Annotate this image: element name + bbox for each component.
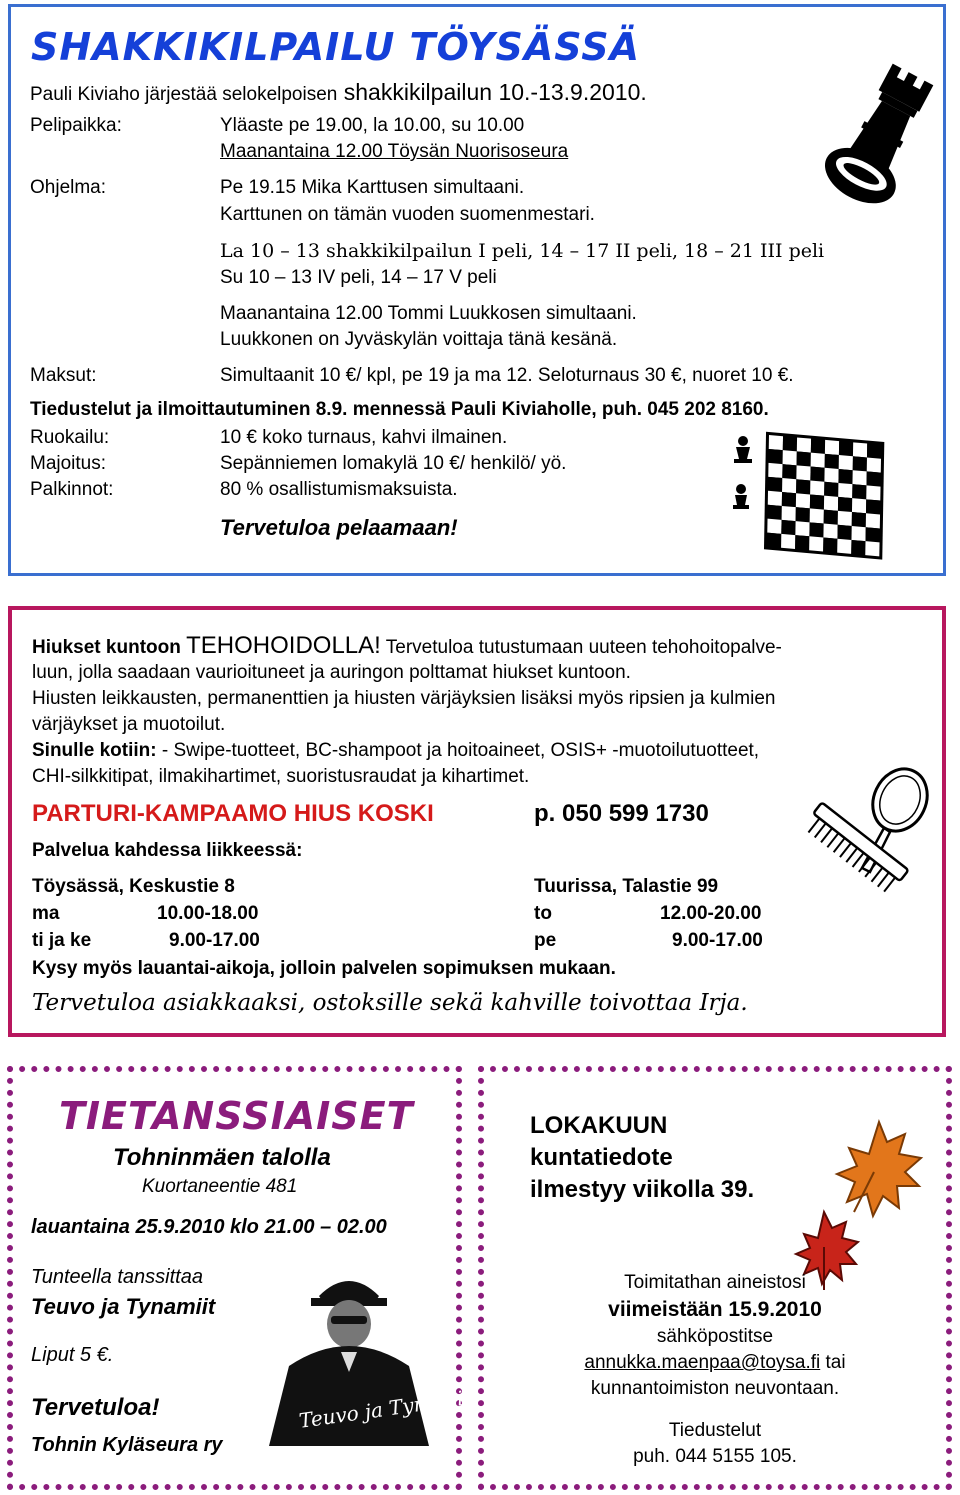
prizes-label: Palkinnot: <box>30 479 114 500</box>
dance-date: lauantaina 25.9.2010 klo 21.00 – 02.00 <box>31 1216 387 1238</box>
food-value: 10 € koko turnaus, kahvi ilmainen. <box>220 427 508 448</box>
dance-music-label: Tunteella tanssittaa <box>31 1266 203 1288</box>
notice-email-line <box>484 1352 946 1374</box>
program-line4: Su 10 – 13 IV peli, 14 – 17 V peli <box>220 267 497 288</box>
chess-intro-text: Pauli Kiviaho järjestää selokelpoisen <box>30 84 338 105</box>
chess-intro <box>30 79 647 108</box>
shop2-name: Tuurissa, Talastie 99 <box>534 876 719 897</box>
notice-phone: puh. 044 5155 105. <box>633 1446 797 1467</box>
notice-headline1: LOKAKUUN <box>530 1112 668 1139</box>
municipal-notice <box>478 1066 952 1490</box>
salon-home-label: Sinulle kotiin: <box>32 740 157 761</box>
dance-band: Teuvo ja Tynamiit <box>31 1294 216 1319</box>
chess-rook-icon <box>806 57 946 227</box>
shop2-day1: to <box>534 903 552 924</box>
notice-line5: kunnantoimiston neuvontaan. <box>590 1378 840 1399</box>
program-line6: Luukkonen on Jyväskylän voittaja tänä kesänä. <box>220 329 618 350</box>
shop2-day2: pe <box>534 930 557 951</box>
program-line1: Pe 19.15 Mika Karttusen simultaani. <box>220 177 525 198</box>
salon-line5 <box>32 740 759 762</box>
program-line5: Maanantaina 12.00 Tommi Luukkosen simultaani. <box>220 303 637 324</box>
venue-label: Pelipaikka: <box>30 115 122 136</box>
notice-line3: sähköpostitse <box>656 1326 774 1347</box>
band-logo-text: Teuvo ja Tynamiit <box>297 1384 480 1433</box>
dance-address: Kuortaneentie 481 <box>142 1176 298 1197</box>
chess-welcome: Tervetuloa pelaamaan! <box>220 515 458 540</box>
dance-organizer: Tohnin Kyläseura ry <box>31 1434 223 1456</box>
lodging-label: Majoitus: <box>30 453 107 474</box>
salon-home-products: - Swipe-tuotteet, BC-shampoot ja hoitoaineet, OSIS+ -muotoilutuotteet, <box>156 740 760 761</box>
chess-intro-dates: shakkikilpailun 10.-13.9.2010. <box>337 79 647 105</box>
dance-title: TIETANSSIAISET <box>59 1094 414 1138</box>
shop1-day2: ti ja ke <box>32 930 92 951</box>
salon-headline-rest: Tervetuloa tutustumaan uuteen tehohoitopalve- <box>380 637 782 658</box>
chess-pieces-icon <box>733 436 752 509</box>
salon-headline-big: TEHOHOIDOLLA! <box>186 632 381 659</box>
shop2-time1: 12.00-20.00 <box>660 903 762 924</box>
shop2-time2: 9.00-17.00 <box>672 930 763 951</box>
venue-line1: Yläaste pe 19.00, la 10.00, su 10.00 <box>220 115 525 136</box>
salon-line3: Hiusten leikkausten, permanenttien ja hiusten värjäyksien lisäksi myös ripsien ja kulmien <box>32 688 776 709</box>
dance-place: Tohninmäen talolla <box>113 1144 331 1171</box>
shop1-name: Töysässä, Keskustie 8 <box>32 876 235 897</box>
dance-ad <box>7 1066 480 1490</box>
salon-ad <box>8 606 946 1037</box>
notice-headline2: kuntatiedote <box>530 1144 673 1171</box>
salon-line4: värjäykset ja muotoilut. <box>32 714 226 735</box>
salon-phone: p. 050 599 1730 <box>534 800 709 827</box>
notice-deadline: viimeistään 15.9.2010 <box>608 1298 822 1321</box>
program-line3: La 10 – 13 shakkikilpailun I peli, 14 – 17 II peli, 18 – 21 III peli <box>220 240 825 262</box>
prizes-value: 80 % osallistumismaksuista. <box>220 479 458 500</box>
inquiry-line: Tiedustelut ja ilmoittautuminen 8.9. mennessä Pauli Kiviaholle, puh. 045 202 8160. <box>30 399 769 420</box>
salon-name: PARTURI-KAMPAAMO HIUS KOSKI <box>32 800 434 827</box>
shop1-time1: 10.00-18.00 <box>157 903 259 924</box>
shop1-day1: ma <box>32 903 60 924</box>
venue-line2: Maanantaina 12.00 Töysän Nuorisoseura <box>220 141 569 162</box>
salon-signature: Tervetuloa asiakkaaksi, ostoksille sekä kahville toivottaa Irja. <box>32 990 748 1016</box>
band-photo <box>249 1256 480 1446</box>
notice-line6: Tiedustelut <box>668 1420 762 1441</box>
salon-headline <box>32 632 782 660</box>
notice-email-suffix: tai <box>820 1352 846 1373</box>
salon-line2: luun, jolla saadaan vaurioituneet ja auringon polttamat hiukset kuntoon. <box>32 662 631 683</box>
salon-saturday: Kysy myös lauantai-aikoja, jolloin palvelen sopimuksen mukaan. <box>32 958 616 979</box>
shop1-time2: 9.00-17.00 <box>169 930 260 951</box>
chess-title: SHAKKIKILPAILU TÖYSÄSSÄ <box>31 25 641 69</box>
notice-headline3: ilmestyy viikolla 39. <box>530 1176 755 1203</box>
notice-line1: Toimitathan aineistosi <box>624 1272 806 1293</box>
fees-label: Maksut: <box>30 365 97 386</box>
food-label: Ruokailu: <box>30 427 110 448</box>
program-line2: Karttunen on tämän vuoden suomenmestari. <box>220 204 595 225</box>
salon-two-shops: Palvelua kahdessa liikkeessä: <box>32 840 303 861</box>
dance-welcome: Tervetuloa! <box>31 1394 160 1421</box>
program-label: Ohjelma: <box>30 177 107 198</box>
chess-announcement <box>8 4 946 576</box>
dance-tickets: Liput 5 €. <box>31 1344 114 1366</box>
notice-email-link[interactable]: annukka.maenpaa@toysa.fi <box>584 1352 821 1373</box>
salon-line6: CHI-silkkitipat, ilmakihartimet, suoristusraudat ja kihartimet. <box>32 766 530 787</box>
fees-value: Simultaanit 10 €/ kpl, pe 19 ja ma 12. Seloturnaus 30 €, nuoret 10 €. <box>220 365 794 386</box>
chessboard-icon <box>721 427 896 572</box>
mirror-and-comb-icon <box>802 750 942 900</box>
salon-headline-bold: Hiukset kuntoon <box>32 637 187 658</box>
lodging-value: Sepänniemen lomakylä 10 €/ henkilö/ yö. <box>220 453 567 474</box>
